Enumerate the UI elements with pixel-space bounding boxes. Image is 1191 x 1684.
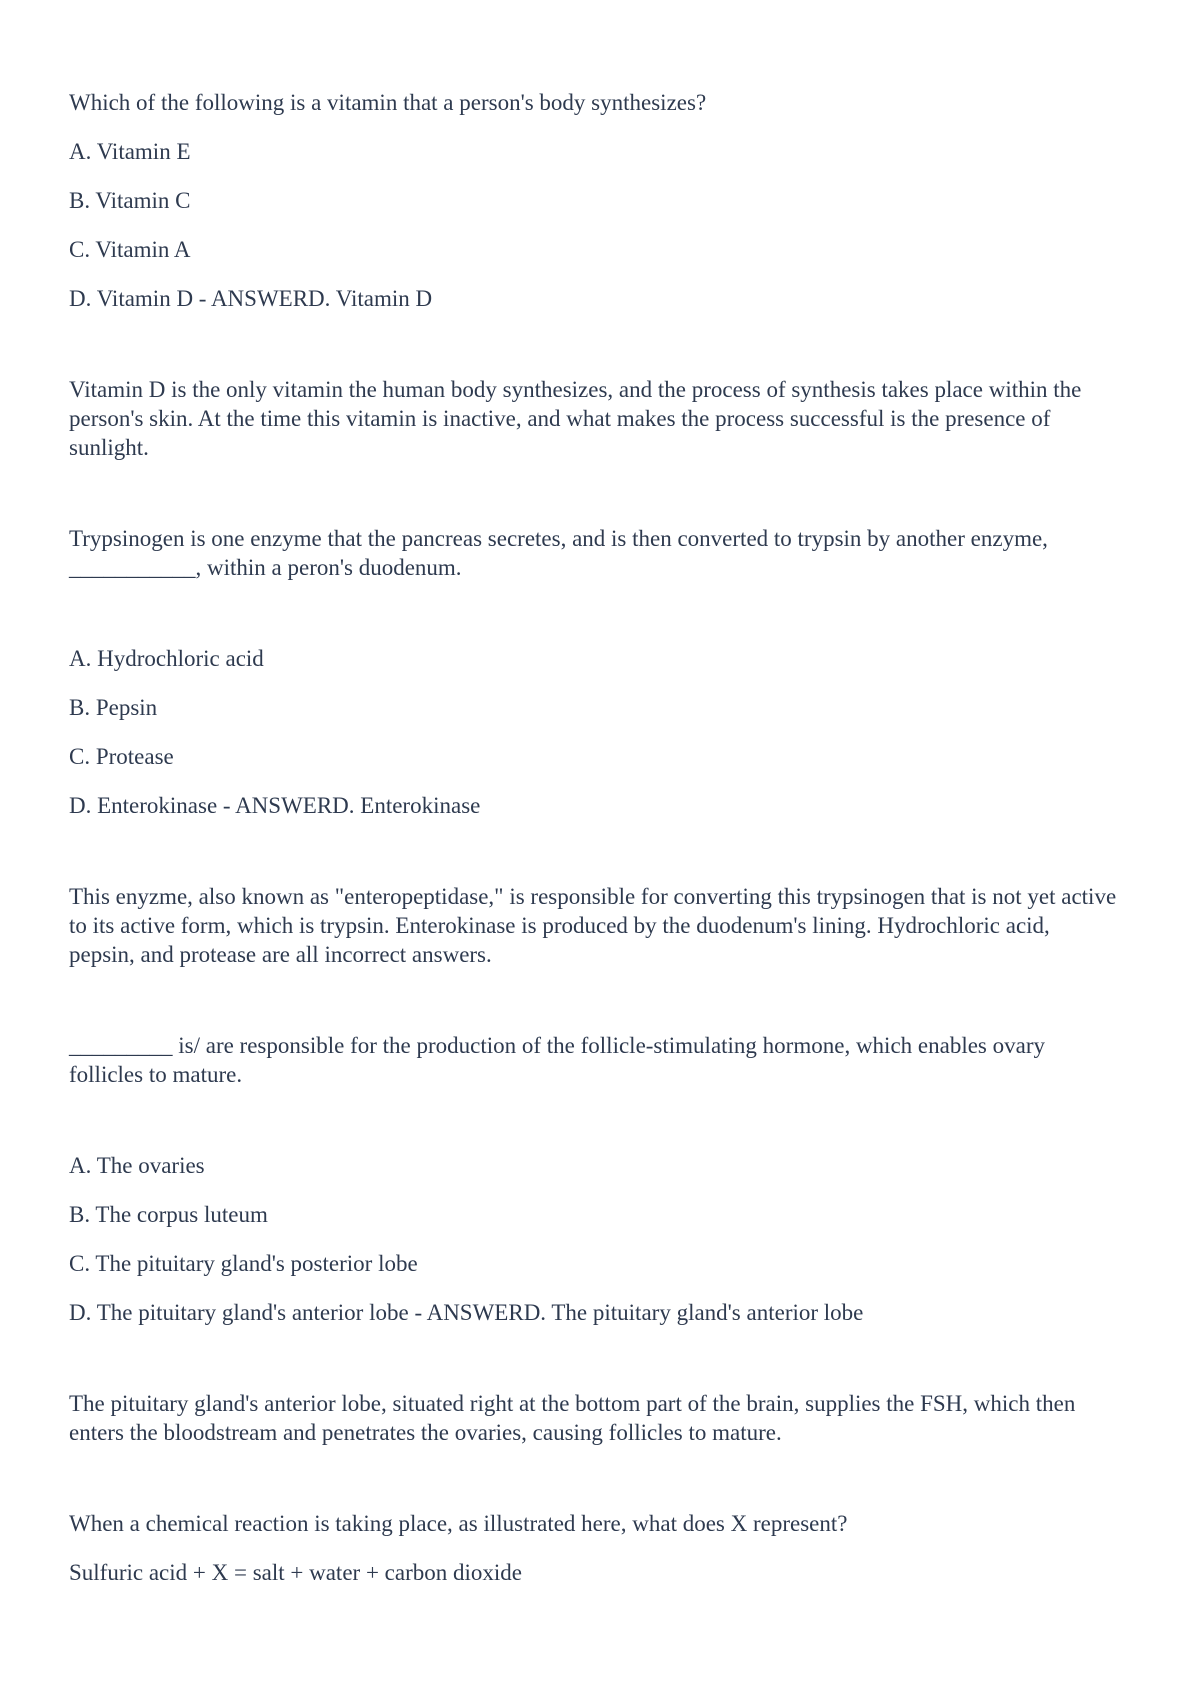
question-1-option-d: D. Vitamin D - ANSWERD. Vitamin D: [69, 286, 433, 311]
question-3-option-b: B. The corpus luteum: [69, 1202, 268, 1227]
question-1-option-a: A. Vitamin E: [69, 139, 191, 164]
question-2-option-c: C. Protease: [69, 744, 174, 769]
question-2-explanation: This enyzme, also known as "enteropeptidase," is responsible for converting this trypsinogen that is not yet active to its active form, which is trypsin. Enterokinase is produced by the duodenum's lining. Hydrochloric acid, pepsin, and protease are all incorrect answers.: [69, 884, 1117, 967]
question-3-explanation: The pituitary gland's anterior lobe, situated right at the bottom part of the brain, supplies the FSH, which then enters the bloodstream and penetrates the ovaries, causing follicles to mature.: [69, 1391, 1076, 1445]
question-3-option-c: C. The pituitary gland's posterior lobe: [69, 1251, 418, 1276]
question-1-explanation: Vitamin D is the only vitamin the human body synthesizes, and the process of synthesis takes place within the person's skin. At the time this vitamin is inactive, and what makes the process successful is the presence of sunlight.: [69, 377, 1082, 460]
question-1-option-c: C. Vitamin A: [69, 237, 191, 262]
question-2-option-b: B. Pepsin: [69, 695, 158, 720]
question-1-stem: Which of the following is a vitamin that a person's body synthesizes?: [69, 90, 707, 115]
question-1-option-b: B. Vitamin C: [69, 188, 191, 213]
question-4-stem: When a chemical reaction is taking place, as illustrated here, what does X represent?: [69, 1511, 848, 1536]
question-3-option-a: A. The ovaries: [69, 1153, 205, 1178]
question-3-stem: _________ is/ are responsible for the production of the follicle-stimulating hormone, which enables ovary follicles to mature.: [69, 1033, 1045, 1087]
question-3-option-d: D. The pituitary gland's anterior lobe - ANSWERD. The pituitary gland's anterior lobe: [69, 1300, 864, 1325]
question-4-equation: Sulfuric acid + X = salt + water + carbon dioxide: [69, 1560, 522, 1585]
question-2-option-d: D. Enterokinase - ANSWERD. Enterokinase: [69, 793, 481, 818]
question-2-option-a: A. Hydrochloric acid: [69, 646, 264, 671]
question-2-stem: Trypsinogen is one enzyme that the pancreas secretes, and is then converted to trypsin by another enzyme, ___________, within a peron's duodenum.: [69, 526, 1048, 580]
